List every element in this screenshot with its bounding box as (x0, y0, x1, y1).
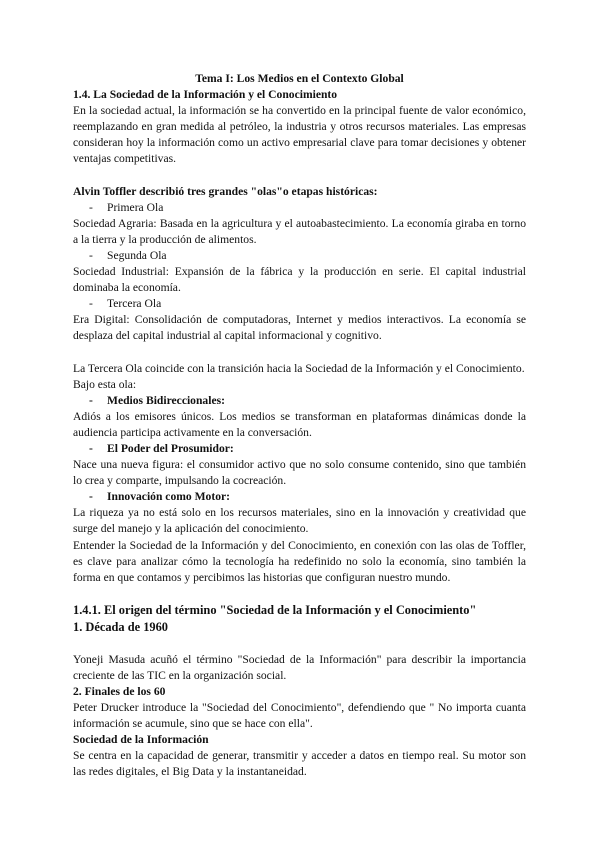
intro-paragraph: En la sociedad actual, la información se ha convertido en la principal fuente de valor económico, reemplazando en gran medida al petróleo, la industria y otros recursos materiales. Las empresas consideran hoy la información como un activo empresarial clave para tomar decisiones y obtener ventajas competitivas. (73, 104, 526, 166)
dash-marker: - (89, 297, 93, 311)
closing-paragraph: Entender la Sociedad de la Información y del Conocimiento, en conexión con las olas de Toffler, es clave para analizar cómo la tecnología ha redefinido no solo la economía, sino también la forma en que contamos y percibimos las historias que configuran nuestro mundo. (73, 538, 526, 584)
spacer (73, 586, 526, 602)
third-wave-intro: La Tercera Ola coincide con la transición hacia la Sociedad de la Información y el Conocimiento. Bajo esta ola: (73, 361, 525, 391)
dash-marker: - (89, 393, 93, 407)
wave-2-label: Segunda Ola (107, 248, 167, 262)
wave-1-item (73, 200, 526, 216)
wave-2-text: Sociedad Industrial: Expansión de la fábrica y la producción en serie. El capital industrial dominaba la economía. (73, 265, 526, 295)
wave-3-item (73, 296, 526, 312)
heading-info-society: Sociedad de la Información (73, 733, 209, 747)
spacer (73, 636, 526, 652)
dash-marker: - (89, 490, 93, 504)
point-3-text: La riqueza ya no está solo en los recursos materiales, sino en la innovación y creatividad que surge del manejo y la aplicación del conocimiento. (73, 506, 526, 536)
toffler-heading: Alvin Toffler describió tres grandes "olas"o etapas históricas: (73, 184, 378, 198)
dash-marker: - (89, 248, 93, 262)
point-2-text: Nace una nueva figura: el consumidor activo que no solo consume contenido, sino que también lo crea y comparte, impulsando la cocreación. (73, 458, 526, 488)
spacer (73, 168, 526, 184)
info-society-paragraph: Se centra en la capacidad de generar, transmitir y acceder a datos en tiempo real. Su motor son las redes digitales, el Big Data y la instantaneidad. (73, 749, 526, 779)
point-1-text: Adiós a los emisores únicos. Los medios se transforman en plataformas dinámicas donde la audiencia participa activamente en la conversación. (73, 409, 526, 439)
point-3-item (73, 489, 526, 505)
point-1-label: Medios Bidireccionales: (107, 393, 225, 407)
wave-3-text: Era Digital: Consolidación de computadoras, Internet y medios interactivos. La economía se desplaza del capital industrial al capital informacional y cognitivo. (73, 313, 526, 343)
dash-marker: - (89, 200, 93, 214)
point-2-label: El Poder del Prosumidor: (107, 441, 234, 455)
point-1-item (73, 393, 526, 409)
heading-late-60s: 2. Finales de los 60 (73, 685, 166, 698)
wave-2-item (73, 248, 526, 264)
wave-1-text: Sociedad Agraria: Basada en la agricultura y el autoabastecimiento. La economía giraba en torno a la tierra y la producción de alimentos. (73, 216, 526, 246)
point-2-item (73, 441, 526, 457)
point-3-label: Innovación como Motor: (107, 490, 231, 504)
section-heading-1-4-1: 1.4.1. El origen del término "Sociedad de la Información y el Conocimiento" (73, 602, 477, 617)
section-heading-1-4: 1.4. La Sociedad de la Información y el Conocimiento (73, 88, 338, 102)
spacer (73, 345, 526, 361)
wave-3-label: Tercera Ola (107, 297, 162, 311)
heading-1960: 1. Década de 1960 (73, 619, 168, 634)
dash-marker: - (89, 441, 93, 455)
masuda-paragraph: Yoneji Masuda acuñó el término "Sociedad de la Información" para describir la importancia creciente de las TIC en la organización social. (73, 652, 526, 682)
page-title: Tema I: Los Medios en el Contexto Global (195, 72, 404, 85)
document-page (73, 71, 526, 781)
wave-1-label: Primera Ola (107, 200, 164, 214)
drucker-paragraph: Peter Drucker introduce la "Sociedad del Conocimiento", defendiendo que " No importa cuanta información se acumule, sino que se hace con ella". (73, 701, 526, 731)
